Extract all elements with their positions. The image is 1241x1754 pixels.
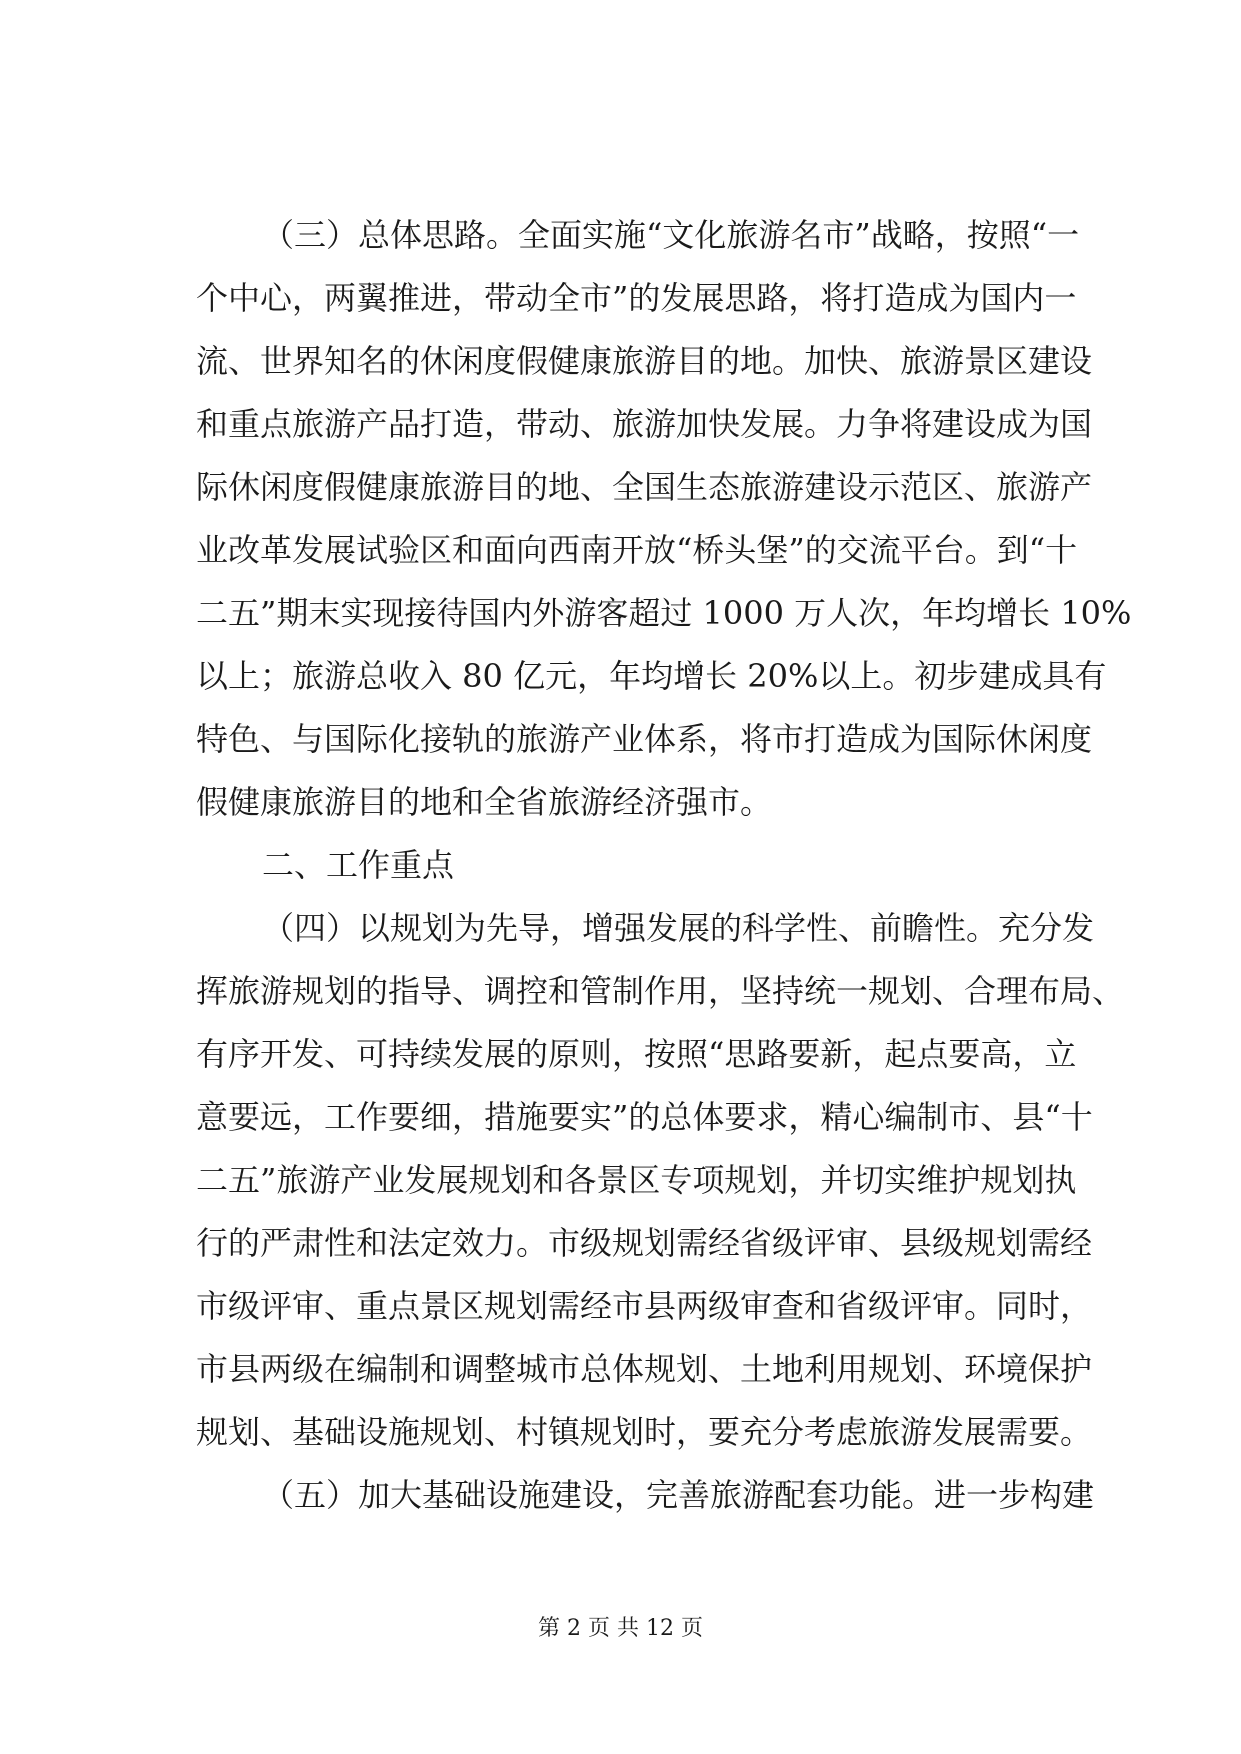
paragraph-line: 二五”期末实现接待国内外游客超过 1000 万人次，年均增长 10%: [196, 594, 1132, 632]
paragraph-line: 流、世界知名的休闲度假健康旅游目的地。加快、旅游景区建设: [196, 342, 1093, 380]
paragraph-line: 意要远，工作要细，措施要实”的总体要求，精心编制市、县“十: [196, 1098, 1093, 1136]
paragraph-line: （五）加大基础设施建设，完善旅游配套功能。进一步构建: [262, 1476, 1095, 1514]
paragraph-line: （四）以规划为先导，增强发展的科学性、前瞻性。充分发: [262, 909, 1095, 947]
paragraph-line: 二五”旅游产业发展规划和各景区专项规划，并切实维护规划执: [196, 1161, 1077, 1199]
paragraph-line: 和重点旅游产品打造，带动、旅游加快发展。力争将建设成为国: [196, 405, 1093, 443]
paragraph-line: 规划、基础设施规划、村镇规划时，要充分考虑旅游发展需要。: [196, 1413, 1093, 1451]
paragraph-line: 特色、与国际化接轨的旅游产业体系，将市打造成为国际休闲度: [196, 720, 1093, 758]
page-footer: 第 2 页 共 12 页: [538, 1616, 703, 1641]
paragraph-line: 以上；旅游总收入 80 亿元，年均增长 20%以上。初步建成具有: [196, 657, 1107, 695]
paragraph-line: 个中心，两翼推进，带动全市”的发展思路，将打造成为国内一: [196, 279, 1077, 317]
section-heading: 二、工作重点: [262, 846, 455, 884]
paragraph-line: 市县两级在编制和调整城市总体规划、土地利用规划、环境保护: [196, 1350, 1093, 1388]
paragraph-line: 有序开发、可持续发展的原则，按照“思路要新，起点要高，立: [196, 1035, 1077, 1073]
paragraph-line: （三）总体思路。全面实施“文化旅游名市”战略，按照“一: [262, 216, 1080, 254]
paragraph-line: 行的严肃性和法定效力。市级规划需经省级评审、县级规划需经: [196, 1224, 1093, 1262]
paragraph-line: 假健康旅游目的地和全省旅游经济强市。: [196, 783, 773, 821]
paragraph-line: 业改革发展试验区和面向西南开放“桥头堡”的交流平台。到“十: [196, 531, 1078, 569]
paragraph-line: 挥旅游规划的指导、调控和管制作用，坚持统一规划、合理布局、: [196, 972, 1125, 1010]
paragraph-line: 市级评审、重点景区规划需经市县两级审查和省级评审。同时，: [196, 1287, 1093, 1325]
paragraph-line: 际休闲度假健康旅游目的地、全国生态旅游建设示范区、旅游产: [196, 468, 1093, 506]
